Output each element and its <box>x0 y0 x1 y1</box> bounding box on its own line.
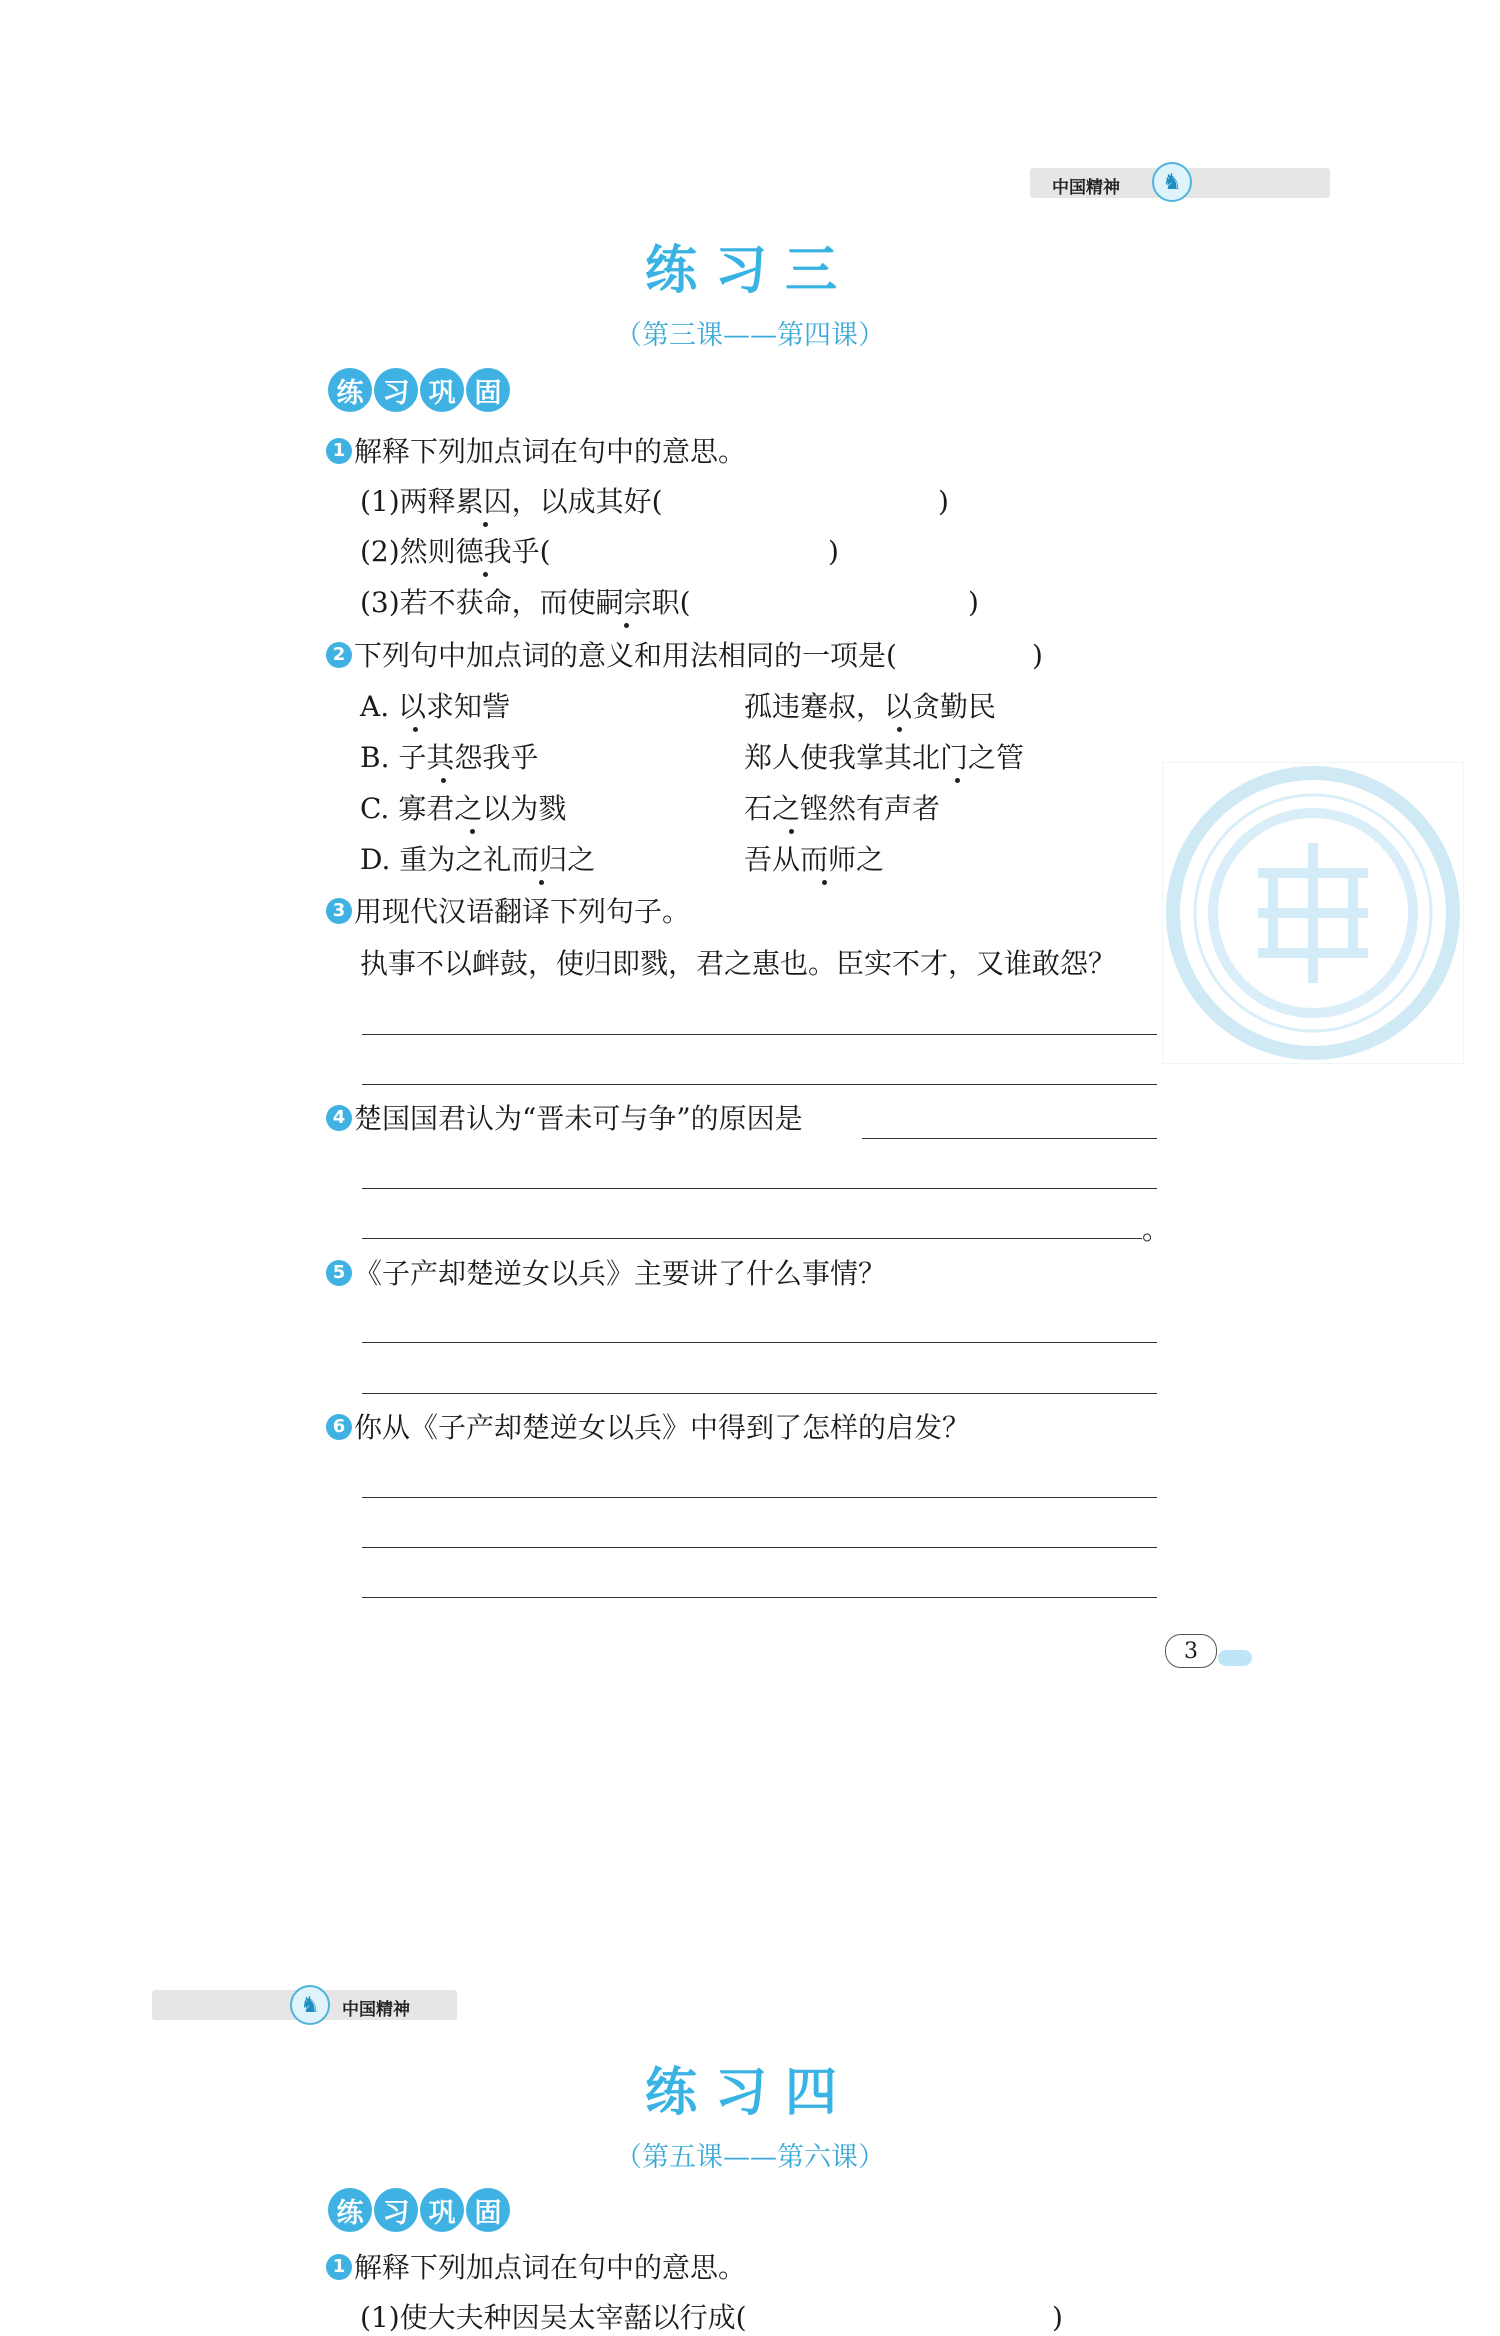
emblem-icon <box>1162 762 1464 1064</box>
q2-option-d-left: D. 重为之礼而归之 <box>360 843 596 876</box>
q2-option-b-left: B. 子其怨我乎 <box>360 741 539 774</box>
emphasis-dot <box>483 572 488 577</box>
emphasis-dot <box>822 880 827 885</box>
section-char: 习 <box>374 368 418 412</box>
answer-line[interactable] <box>362 1084 1157 1085</box>
question-2 <box>326 638 897 674</box>
section-char: 巩 <box>420 2188 464 2232</box>
answer-line[interactable] <box>362 1342 1157 1343</box>
horse-logo-icon: ♞ <box>290 1985 330 2025</box>
question-1 <box>326 2250 746 2286</box>
question-text: 用现代汉语翻译下列句子。 <box>354 895 691 928</box>
q2-close: ) <box>1032 639 1043 672</box>
answer-line[interactable] <box>362 1393 1157 1394</box>
cloud-icon <box>1218 1650 1252 1666</box>
question-1 <box>326 434 746 470</box>
answer-line[interactable] <box>862 1138 1157 1139</box>
answer-line[interactable] <box>362 1497 1157 1498</box>
q1-item-2-close: ) <box>828 535 839 568</box>
section-char: 固 <box>466 368 510 412</box>
question-text: 你从《子产却楚逆女以兵》中得到了怎样的启发？ <box>354 1411 971 1444</box>
q1-item-2: (2)然则德我乎( <box>360 535 551 568</box>
question-number: 4 <box>326 1105 352 1131</box>
page-title: 练习四 <box>644 2063 855 2123</box>
q1-item-1-close: ) <box>1052 2301 1063 2334</box>
section-badge <box>328 368 510 412</box>
question-number: 2 <box>326 642 352 668</box>
question-number: 1 <box>326 438 352 464</box>
header-text: 中国精神 <box>1052 178 1120 198</box>
section-char: 巩 <box>420 368 464 412</box>
q2-option-a-right: 孤违蹇叔，以贪勤民 <box>744 690 997 723</box>
emphasis-dot <box>441 778 446 783</box>
q2-option-a-left: A. 以求知訾 <box>360 690 511 723</box>
emphasis-dot <box>897 727 902 732</box>
page-subtitle: （第五课——第六课） <box>615 2142 885 2173</box>
question-3 <box>326 894 690 930</box>
q2-option-c-left: C. 寡君之以为戮 <box>360 792 567 825</box>
answer-line[interactable] <box>362 1188 1157 1189</box>
page-number: 3 <box>1165 1634 1217 1668</box>
emphasis-dot <box>624 623 629 628</box>
header-text: 中国精神 <box>342 2000 410 2020</box>
section-char: 练 <box>328 2188 372 2232</box>
answer-line[interactable] <box>362 1547 1157 1548</box>
question-6 <box>326 1410 970 1446</box>
emphasis-dot <box>470 829 475 834</box>
emphasis-dot <box>789 829 794 834</box>
emphasis-dot <box>413 727 418 732</box>
emphasis-dot <box>955 778 960 783</box>
question-number: 5 <box>326 1260 352 1286</box>
horse-logo-icon: ♞ <box>1152 162 1192 202</box>
question-text: 解释下列加点词在句中的意思。 <box>354 2251 747 2284</box>
emphasis-dot <box>539 880 544 885</box>
question-text: 楚国国君认为“晋未可与争”的原因是 <box>354 1102 803 1135</box>
answer-line[interactable] <box>362 1238 1142 1239</box>
page-subtitle: （第三课——第四课） <box>615 320 885 351</box>
answer-line[interactable] <box>362 1597 1157 1598</box>
section-char: 练 <box>328 368 372 412</box>
page-title: 练习三 <box>644 241 855 301</box>
answer-line[interactable] <box>362 1034 1157 1035</box>
section-badge <box>328 2188 510 2232</box>
question-text: 解释下列加点词在句中的意思。 <box>354 435 747 468</box>
question-5 <box>326 1256 886 1292</box>
question-text: 下列句中加点词的意义和用法相同的一项是( <box>354 639 897 672</box>
question-text: 《子产却楚逆女以兵》主要讲了什么事情？ <box>354 1257 887 1290</box>
q3-sentence: 执事不以衅鼓，使归即戮，君之惠也。臣实不才，又谁敢怨？ <box>360 947 1117 980</box>
emphasis-dot <box>483 522 488 527</box>
q1-item-1-close: ) <box>938 485 949 518</box>
q1-item-1: (1)两释累囚，以成其好( <box>360 485 663 518</box>
q1-item-1: (1)使大夫种因吴太宰嚭以行成( <box>360 2301 747 2334</box>
q1-item-3: (3)若不获命，而使嗣宗职( <box>360 586 691 619</box>
section-char: 习 <box>374 2188 418 2232</box>
q1-item-3-close: ) <box>968 586 979 619</box>
question-number: 6 <box>326 1414 352 1440</box>
q2-option-c-right: 石之铿然有声者 <box>744 792 941 825</box>
q4-end-mark: 。 <box>1142 1213 1171 1246</box>
question-number: 1 <box>326 2254 352 2280</box>
question-number: 3 <box>326 898 352 924</box>
q2-option-d-right: 吾从而师之 <box>744 843 885 876</box>
q2-option-b-right: 郑人使我掌其北门之管 <box>744 741 1025 774</box>
section-char: 固 <box>466 2188 510 2232</box>
question-4 <box>326 1101 803 1137</box>
